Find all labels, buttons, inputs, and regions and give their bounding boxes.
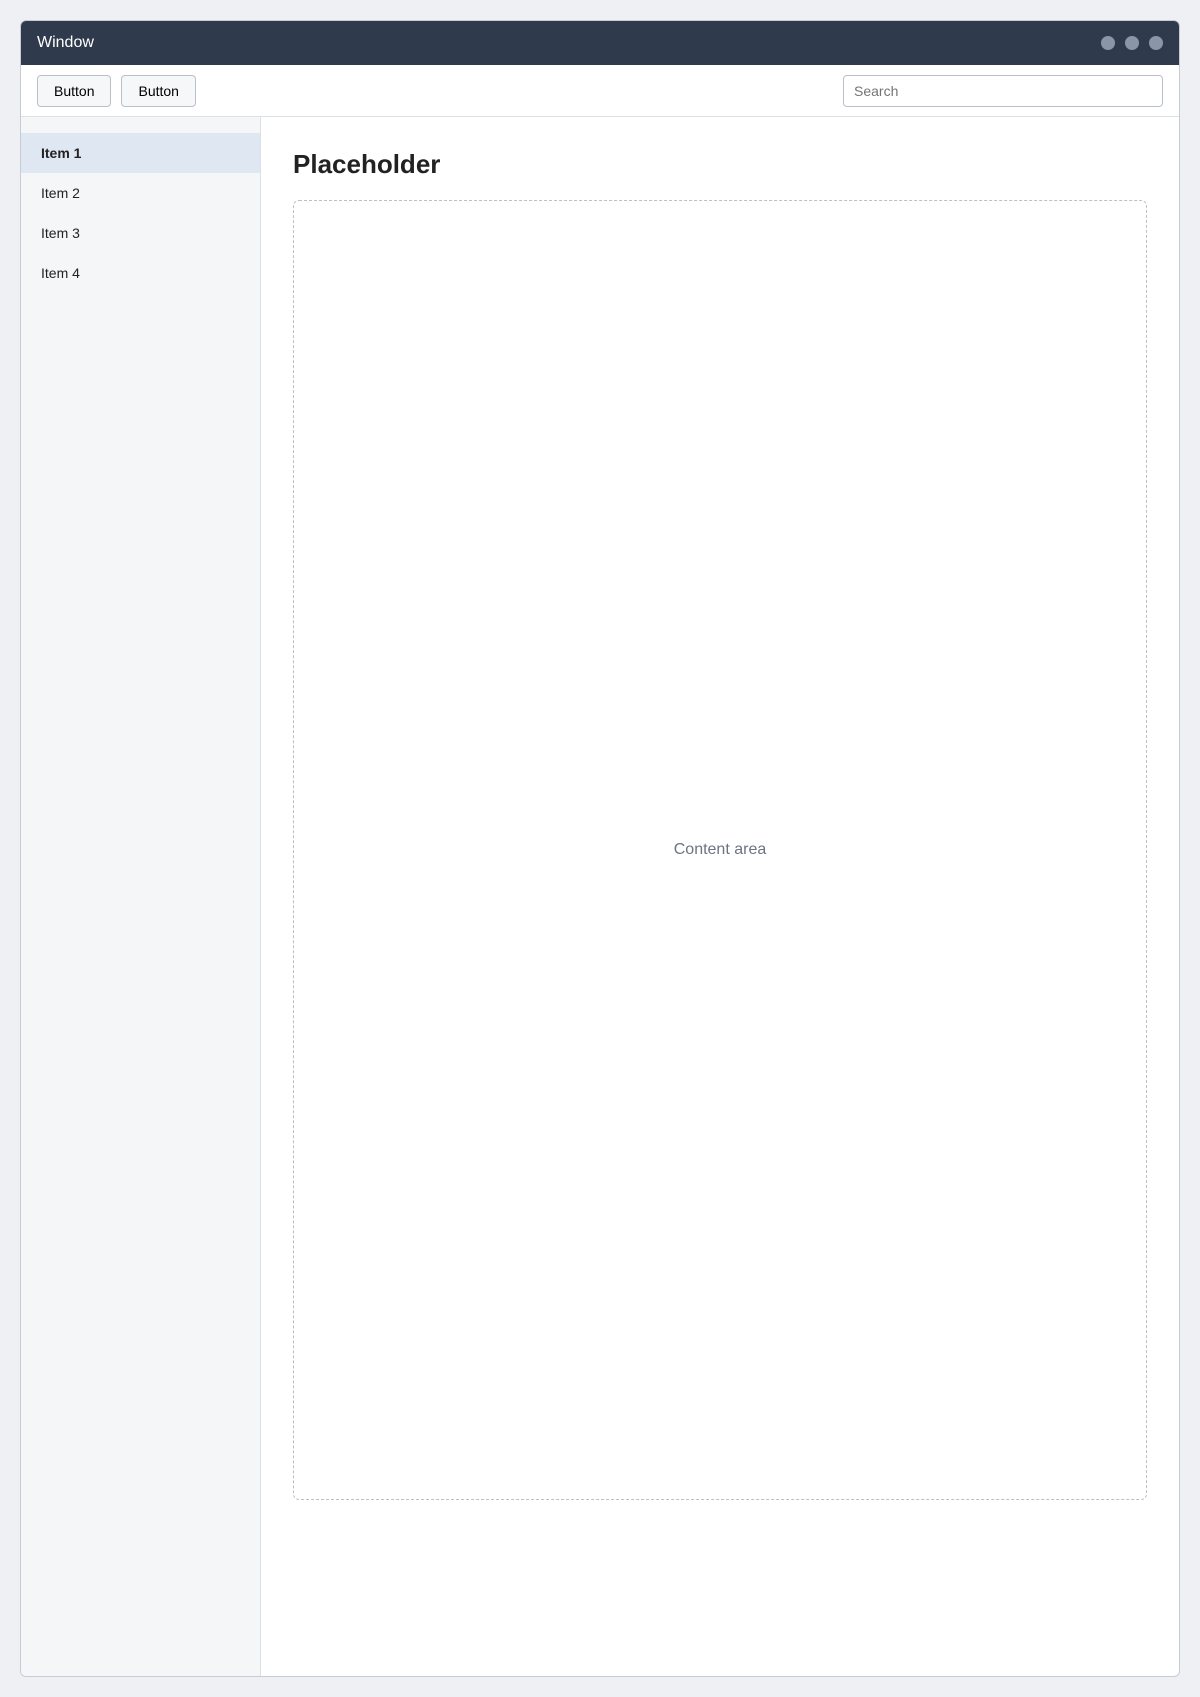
toolbar-button-1[interactable]: Button — [37, 75, 111, 107]
sidebar-item-2[interactable]: Item 2 — [41, 185, 80, 201]
toolbar-button-2[interactable]: Button — [121, 75, 195, 107]
search-input[interactable] — [843, 75, 1163, 107]
sidebar-item-1[interactable]: Item 1 — [21, 133, 260, 173]
content-panel — [293, 200, 1147, 1500]
app-window — [20, 20, 1180, 1677]
main-area — [261, 117, 1179, 1676]
panel-text: Content area — [673, 841, 767, 858]
minimize-icon[interactable] — [1101, 36, 1115, 50]
content-layout — [21, 117, 1179, 1676]
title-bar — [21, 21, 1179, 65]
sidebar-item-4[interactable]: Item 4 — [41, 265, 80, 281]
maximize-icon[interactable] — [1125, 36, 1139, 50]
toolbar — [21, 65, 1179, 117]
close-icon[interactable] — [1149, 36, 1163, 50]
window-title: Window — [37, 34, 94, 51]
page-title: Placeholder — [293, 149, 441, 179]
sidebar-item-3[interactable]: Item 3 — [41, 225, 80, 241]
sidebar — [21, 117, 261, 1676]
